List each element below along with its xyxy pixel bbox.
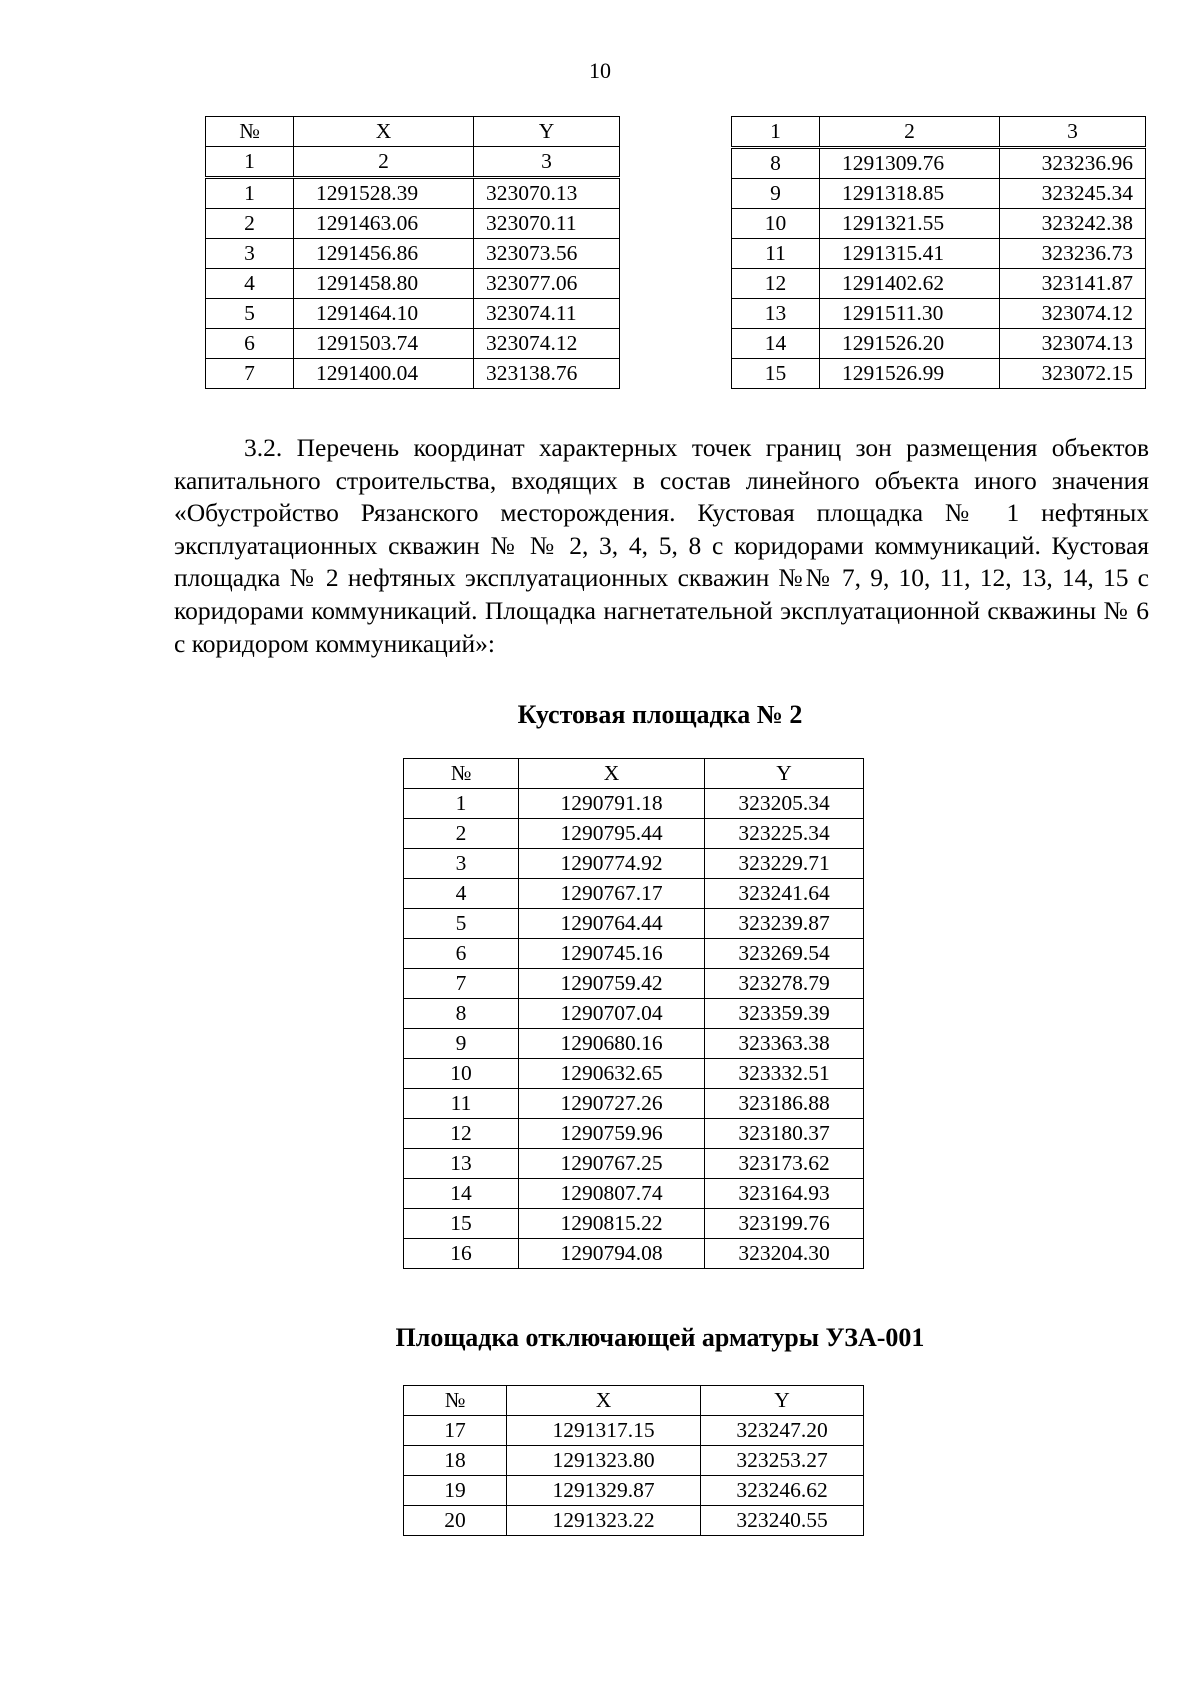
table-row [404,1089,864,1119]
point-number: 15 [732,359,820,389]
coord-y: 323245.34 [1000,179,1146,209]
coord-x: 1290745.16 [519,939,705,969]
table-row [206,329,620,359]
point-number: 14 [404,1179,519,1209]
coord-y: 323241.64 [705,879,864,909]
column-number: 3 [474,147,620,178]
table-row [404,1029,864,1059]
coord-x: 1291511.30 [820,299,1000,329]
point-number: 1 [206,178,294,209]
section-title-pad-2: Кустовая площадка № 2 [517,700,803,729]
coord-y: 323363.38 [705,1029,864,1059]
point-number: 12 [732,269,820,299]
table-row [404,1239,864,1269]
table-row [732,209,1146,239]
table-row [404,1179,864,1209]
coord-y: 323074.11 [474,299,620,329]
coord-x: 1291323.22 [507,1506,701,1536]
coord-y: 323229.71 [705,849,864,879]
table-row [404,969,864,999]
coord-x: 1291317.15 [507,1416,701,1446]
coord-x: 1291464.10 [294,299,474,329]
coord-y: 323204.30 [705,1239,864,1269]
table-row [732,299,1146,329]
coordinates-table-uza-001 [403,1385,864,1536]
coord-y: 323138.76 [474,359,620,389]
table-row [206,209,620,239]
coord-x: 1290794.08 [519,1239,705,1269]
table-row [206,269,620,299]
table-row [404,819,864,849]
coord-x: 1290632.65 [519,1059,705,1089]
coord-x: 1290727.26 [519,1089,705,1119]
point-number: 18 [404,1446,507,1476]
coord-y: 323073.56 [474,239,620,269]
point-number: 2 [404,819,519,849]
header-y: Y [474,117,620,147]
point-number: 3 [206,239,294,269]
coord-y: 323077.06 [474,269,620,299]
table-header-row [206,117,620,147]
table-row [732,148,1146,179]
header-y: Y [701,1386,864,1416]
coord-x: 1290815.22 [519,1209,705,1239]
point-number: 19 [404,1476,507,1506]
coord-y: 323240.55 [701,1506,864,1536]
point-number: 7 [206,359,294,389]
header-number: № [404,1386,507,1416]
table-row [206,359,620,389]
table-row [206,239,620,269]
coord-y: 323205.34 [705,789,864,819]
table-row [404,939,864,969]
table-row [206,299,620,329]
point-number: 13 [404,1149,519,1179]
table-row [732,329,1146,359]
table-row [404,1119,864,1149]
coord-y: 323253.27 [701,1446,864,1476]
coord-y: 323332.51 [705,1059,864,1089]
point-number: 14 [732,329,820,359]
coord-y: 323074.12 [474,329,620,359]
coord-y: 323199.76 [705,1209,864,1239]
table-row [404,1446,864,1476]
coord-x: 1291526.99 [820,359,1000,389]
coord-y: 323070.13 [474,178,620,209]
coord-x: 1291315.41 [820,239,1000,269]
header-x: X [294,117,474,147]
table-row [404,999,864,1029]
coord-y: 323070.11 [474,209,620,239]
coord-x: 1291323.80 [507,1446,701,1476]
section-3-2-paragraph: 3.2. Перечень координат характерных точек границ зон размещения объектов капитального строительства, входящих в состав линейного объекта иного значения «Обустройство Рязанского месторождения. Кустовая площадка № 1 нефтяных эксплуатационных скважин № № 2, 3, 4, 5, 8 с коридорами коммуникаций. Кустовая площадка № 2 нефтяных эксплуатационных скважин №№ 7, 9, 10, 11, 12, 13, 14, 15 с коридорами коммуникаций. Площадка нагнетательной эксплуатационной скважины № 6 с коридором коммуникаций»: [174,433,1149,658]
table-row [404,789,864,819]
point-number: 10 [732,209,820,239]
table-row [732,359,1146,389]
coordinates-table-points-1-7 [205,116,620,389]
coord-y: 323359.39 [705,999,864,1029]
coord-x: 1290680.16 [519,1029,705,1059]
coord-y: 323180.37 [705,1119,864,1149]
coord-x: 1290774.92 [519,849,705,879]
point-number: 7 [404,969,519,999]
point-number: 5 [206,299,294,329]
point-number: 3 [404,849,519,879]
coord-x: 1291458.80 [294,269,474,299]
table-row [404,1476,864,1506]
column-number-row [206,147,620,178]
table-header-row [404,759,864,789]
point-number: 20 [404,1506,507,1536]
page-number: 10 [589,58,611,83]
coord-y: 323072.15 [1000,359,1146,389]
section-title-uza-001: Площадка отключающей арматуры УЗА-001 [395,1323,925,1352]
table-row [732,239,1146,269]
coord-y: 323246.62 [701,1476,864,1506]
point-number: 17 [404,1416,507,1446]
coord-x: 1291318.85 [820,179,1000,209]
point-number: 15 [404,1209,519,1239]
coord-x: 1291526.20 [820,329,1000,359]
coord-y: 323269.54 [705,939,864,969]
table-row [404,1149,864,1179]
table-row [404,1209,864,1239]
coord-y: 323242.38 [1000,209,1146,239]
column-number-row [732,117,1146,148]
table-row [404,849,864,879]
coord-x: 1290767.25 [519,1149,705,1179]
coord-x: 1291329.87 [507,1476,701,1506]
table-row [404,879,864,909]
header-y: Y [705,759,864,789]
header-x: X [507,1386,701,1416]
coordinates-table-pad-2 [403,758,864,1269]
coord-x: 1291400.04 [294,359,474,389]
coord-x: 1290707.04 [519,999,705,1029]
coord-x: 1291402.62 [820,269,1000,299]
coord-x: 1290791.18 [519,789,705,819]
coord-y: 323186.88 [705,1089,864,1119]
coord-x: 1291321.55 [820,209,1000,239]
coord-x: 1291309.76 [820,148,1000,179]
point-number: 1 [404,789,519,819]
coordinates-table-points-8-15 [731,116,1146,389]
coord-x: 1290759.96 [519,1119,705,1149]
point-number: 8 [404,999,519,1029]
point-number: 5 [404,909,519,939]
point-number: 11 [404,1089,519,1119]
coord-x: 1290767.17 [519,879,705,909]
coord-y: 323236.73 [1000,239,1146,269]
table-row [206,178,620,209]
header-x: X [519,759,705,789]
coord-x: 1290764.44 [519,909,705,939]
table-row [732,269,1146,299]
point-number: 11 [732,239,820,269]
coord-x: 1291456.86 [294,239,474,269]
table-row [732,179,1146,209]
coord-y: 323074.12 [1000,299,1146,329]
table-header-row [404,1386,864,1416]
table-row [404,1059,864,1089]
point-number: 4 [404,879,519,909]
point-number: 9 [732,179,820,209]
coord-x: 1290807.74 [519,1179,705,1209]
point-number: 6 [404,939,519,969]
coord-y: 323164.93 [705,1179,864,1209]
point-number: 9 [404,1029,519,1059]
coord-x: 1291463.06 [294,209,474,239]
coord-y: 323239.87 [705,909,864,939]
coord-y: 323247.20 [701,1416,864,1446]
coord-y: 323141.87 [1000,269,1146,299]
column-number: 1 [206,147,294,178]
coord-x: 1291503.74 [294,329,474,359]
table-row [404,1506,864,1536]
header-number: № [206,117,294,147]
coord-y: 323236.96 [1000,148,1146,179]
coord-x: 1291528.39 [294,178,474,209]
point-number: 8 [732,148,820,179]
point-number: 2 [206,209,294,239]
point-number: 16 [404,1239,519,1269]
table-row [404,909,864,939]
coord-y: 323173.62 [705,1149,864,1179]
point-number: 12 [404,1119,519,1149]
coord-y: 323278.79 [705,969,864,999]
table-row [404,1416,864,1446]
point-number: 6 [206,329,294,359]
point-number: 4 [206,269,294,299]
column-number: 2 [294,147,474,178]
point-number: 13 [732,299,820,329]
column-number: 2 [820,117,1000,148]
coord-y: 323225.34 [705,819,864,849]
coord-y: 323074.13 [1000,329,1146,359]
point-number: 10 [404,1059,519,1089]
header-number: № [404,759,519,789]
column-number: 1 [732,117,820,148]
coord-x: 1290759.42 [519,969,705,999]
coord-x: 1290795.44 [519,819,705,849]
column-number: 3 [1000,117,1146,148]
